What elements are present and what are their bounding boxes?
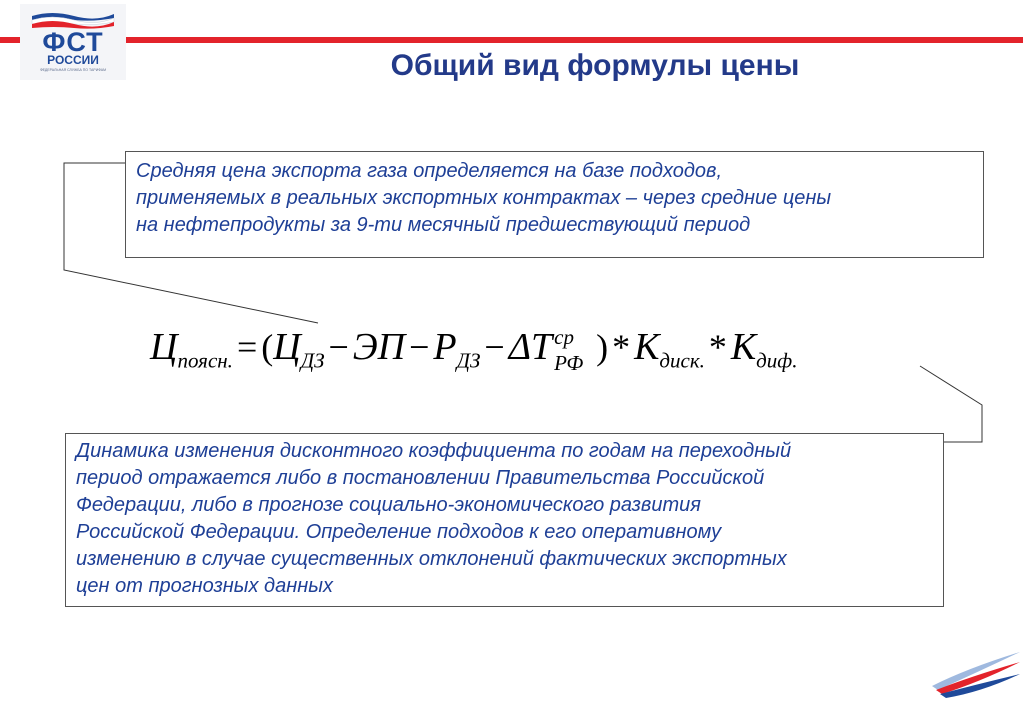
formula-term2: ЭП (352, 326, 406, 368)
formula-subscript: диф. (756, 348, 798, 373)
formula-term3 (433, 326, 481, 373)
logo-sub-text: РОССИИ (47, 53, 99, 67)
formula-symbol: Ц (273, 326, 301, 368)
formula-minus: − (484, 327, 505, 367)
formula-minus: − (328, 327, 349, 367)
logo-main-text: ФСТ (42, 27, 104, 57)
formula-open-paren: ( (261, 327, 274, 367)
callout-top-line: применяемых в реальных экспортных контрактах – через средние цены (136, 187, 832, 209)
callout-bottom-line: изменению в случае существенных отклонений фактических экспортных (76, 548, 787, 570)
formula-subscript: ДЗ (300, 348, 325, 373)
callout-bottom-line: Федерации, либо в прогнозе социально-экономического развития (76, 494, 701, 516)
formula-symbol: К (730, 326, 757, 368)
formula-symbol: К (634, 326, 660, 368)
formula-multiply: * (612, 327, 631, 367)
formula-k-dif (730, 326, 798, 373)
callout-top (125, 151, 984, 258)
formula-k-disc (634, 326, 705, 373)
callout-bottom-line: Российской Федерации. Определение подходов к его оперативному (76, 521, 722, 543)
formula-subscript: поясн. (177, 348, 233, 373)
callout-top-line: Средняя цена экспорта газа определяется на базе подходов, (136, 160, 723, 182)
formula-term1 (273, 326, 325, 373)
callout-bottom (65, 433, 944, 607)
formula-term4-indices (552, 325, 594, 385)
page-title: Общий вид формулы цены (390, 49, 800, 82)
formula-subscript: ДЗ (456, 348, 481, 373)
formula-subscript: диск. (659, 348, 705, 373)
callout-bottom-line: цен от прогнозных данных (76, 575, 333, 597)
formula-lhs (150, 326, 233, 373)
price-formula (150, 310, 930, 385)
formula-close-paren: ) (596, 327, 609, 367)
formula-term4: ΔТ (508, 326, 553, 368)
swoosh-decoration-icon (928, 648, 1023, 700)
callout-top-line: на нефтепродукты за 9-ти месячный предшествующий период (136, 214, 751, 236)
formula-symbol: Р (433, 326, 457, 368)
callout-bottom-line: период отражается либо в постановлении Правительства Российской (76, 467, 765, 489)
formula-subscript: РФ (554, 351, 584, 376)
formula-superscript: ср (554, 325, 574, 350)
callout-bottom-line: Динамика изменения дисконтного коэффициента по годам на переходный (76, 440, 792, 462)
formula-multiply: * (708, 327, 727, 367)
formula-minus: − (409, 327, 430, 367)
formula-equals: = (236, 327, 258, 367)
logo-tiny-text: ФЕДЕРАЛЬНАЯ СЛУЖБА ПО ТАРИФАМ (39, 68, 107, 72)
formula-symbol: Ц (150, 326, 178, 368)
